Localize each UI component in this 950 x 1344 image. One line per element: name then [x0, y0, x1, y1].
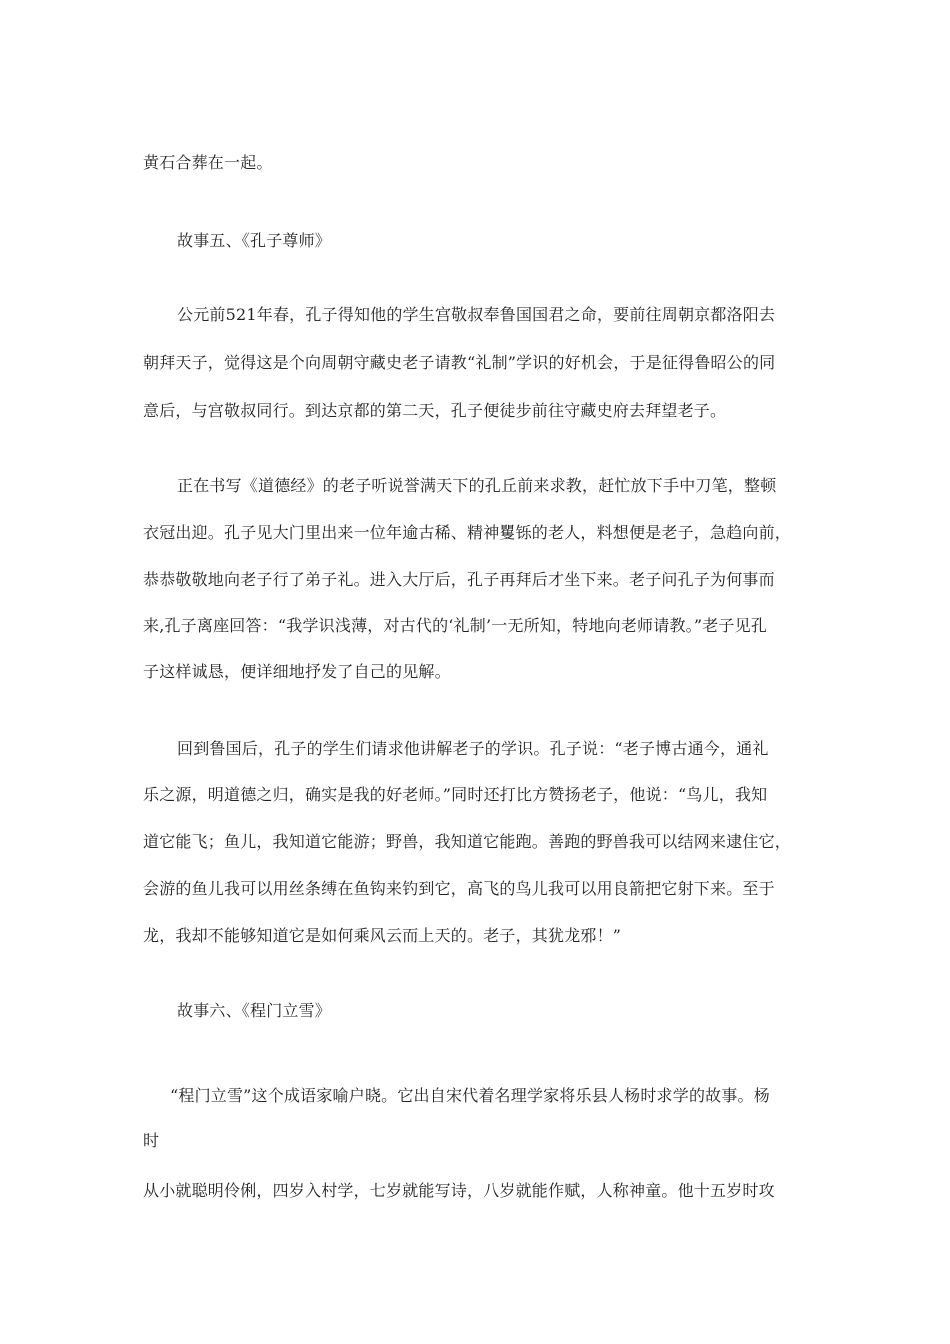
text-line: 乐之源，明道德之归，确实是我的好老师。”同时还打比方赞扬老子，他说：“鸟儿，我知 — [143, 785, 768, 804]
section-heading: 故事五、《孔子尊师》 — [177, 231, 332, 250]
text-line: “程门立雪”这个成语家喻户晓。它出自宋代着名理学家将乐县人杨时求学的故事。杨 — [170, 1086, 770, 1105]
text-line: 黄石合葬在一起。 — [143, 153, 273, 172]
text-line: 时 — [143, 1131, 160, 1150]
text-line: 公元前521年春，孔子得知他的学生宫敬叔奉鲁国国君之命，要前往周朝京都洛阳去 — [177, 305, 776, 324]
text-line: 衣冠出迎。孔子见大门里出来一位年逾古稀、精神矍铄的老人，料想便是老子，急趋向前， — [143, 523, 792, 542]
text-line: 正在书写《道德经》的老子听说誉满天下的孔丘前来求教，赶忙放下手中刀笔，整顿 — [177, 476, 777, 495]
text-line: 意后，与宫敬叔同行。到达京都的第二天，孔子便徒步前往守藏史府去拜望老子。 — [143, 401, 727, 420]
section-heading: 故事六、《程门立雪》 — [177, 1001, 332, 1020]
text-line: 从小就聪明伶俐，四岁入村学，七岁就能写诗，八岁就能作赋，人称神童。他十五岁时攻 — [143, 1181, 775, 1200]
text-line: 来,孔子离座回答：“我学识浅薄，对古代的‘礼制’一无所知，特地向老师请教。”老子见孔 — [143, 616, 768, 635]
text-line: 朝拜天子，觉得这是个向周朝守藏史老子请教“礼制”学识的好机会，于是征得鲁昭公的同 — [143, 353, 776, 372]
text-line: 恭恭敬敬地向老子行了弟子礼。进入大厅后，孔子再拜后才坐下来。老子问孔子为何事而 — [143, 570, 775, 589]
text-line: 道它能飞；鱼儿，我知道它能游；野兽，我知道它能跑。善跑的野兽我可以结网来逮住它， — [143, 832, 792, 851]
text-line: 回到鲁国后，孔子的学生们请求他讲解老子的学识。孔子说：“老子博古通今，通礼 — [177, 739, 769, 758]
text-line: 会游的鱼儿我可以用丝条缚在鱼钩来钓到它，高飞的鸟儿我可以用良箭把它射下来。至于 — [143, 879, 775, 898]
text-line: 子这样诚恳，便详细地抒发了自己的见解。 — [143, 662, 451, 681]
text-line: 龙，我却不能够知道它是如何乘风云而上天的。老子，其犹龙邪！” — [143, 926, 622, 945]
